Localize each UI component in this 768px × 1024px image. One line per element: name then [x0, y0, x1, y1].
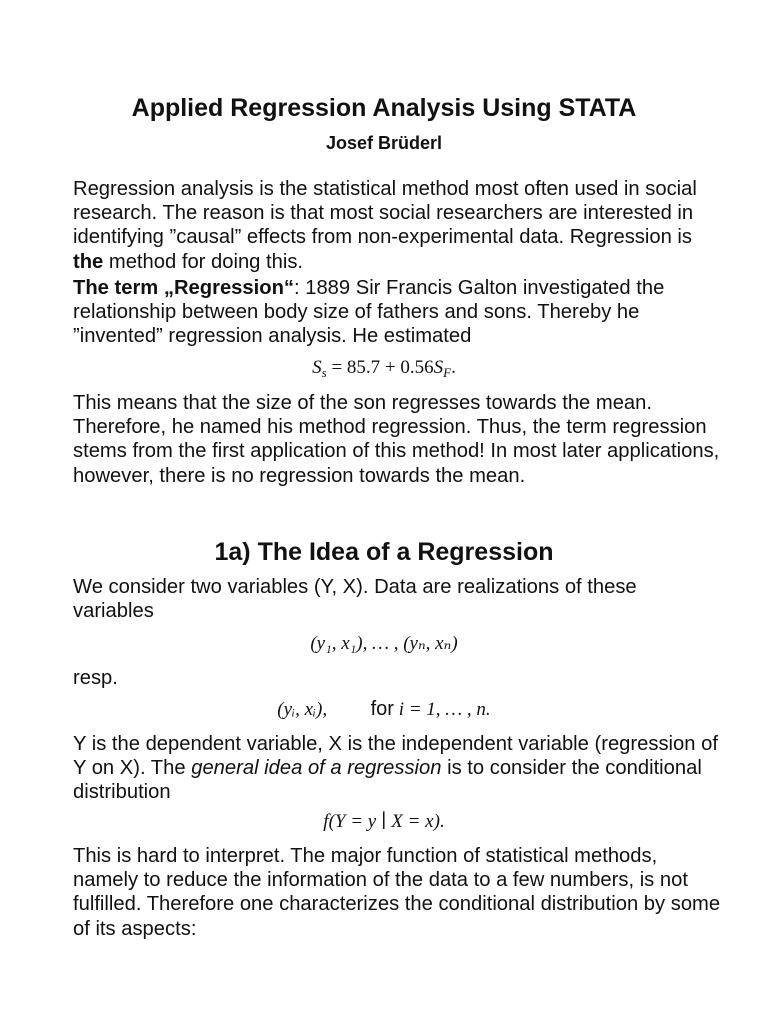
resp-text: resp. — [73, 667, 118, 689]
general-idea-italic: general idea of a regression — [191, 757, 442, 780]
conditional-equation-text: f(Y = y ∣ X = x). — [323, 811, 445, 832]
eq-period: . — [451, 357, 456, 378]
interpret-text: This is hard to interpret. The major function of statistical methods, namely to reduce the information of the data to a few numbers, is not fulfilled. Therefore one characterizes the conditional distribution by some of its aspects: — [73, 845, 721, 940]
index-pair: (yᵢ, xᵢ), — [277, 699, 328, 720]
dependent-text — [73, 732, 723, 805]
intro-bold-the: the — [73, 250, 104, 273]
intro-text-start: Regression analysis is the statistical method most often used in social research. The reason is that most social researchers are interested in identifying ”causal” effects from non-experimental data. Regression is — [73, 178, 697, 249]
variables-text: We consider two variables (Y, X). Data are realizations of these variables — [73, 576, 637, 623]
index-for-word: for — [370, 698, 394, 720]
mean-text: This means that the size of the son regresses towards the mean. Therefore, he named his method regression. Thus, the term regression stems from the first application of this method! In most later applications, however, there is no regression towards the mean. — [73, 392, 720, 487]
document-title: Applied Regression Analysis Using STATA — [131, 94, 637, 122]
intro-text — [73, 177, 723, 274]
dependent-text-start: Y is the dependent variable, X is the independent variable (regression of Y on X). The — [73, 733, 718, 780]
galton-paragraph — [73, 276, 723, 349]
eq-father-symbol: S — [433, 357, 444, 378]
data-equation-text: (y₁, x₁), … , (yₙ, xₙ) — [310, 633, 458, 654]
data-equation — [0, 632, 768, 656]
galton-text-body: : 1889 Sir Francis Galton investigated the relationship between body size of fathers and sons. Thereby he ”invented” regression analysis. He estimated — [73, 277, 665, 348]
index-equation — [0, 697, 768, 722]
section-heading: 1a) The Idea of a Regression — [214, 538, 554, 566]
dependent-text-end: is to consider the conditional distribution — [73, 757, 702, 804]
author-name: Josef Brüderl — [325, 133, 443, 153]
intro-paragraph — [73, 177, 723, 274]
eq-coefficients: = 85.7 + 0.56 — [326, 357, 434, 378]
index-range: i = 1, … , n. — [398, 699, 491, 720]
conditional-equation — [0, 810, 768, 834]
interpret-paragraph — [73, 844, 723, 941]
variables-paragraph — [73, 575, 723, 623]
galton-text — [73, 276, 723, 349]
eq-son-subscript: s — [321, 365, 327, 380]
eq-father-subscript: F — [443, 365, 452, 380]
mean-paragraph — [73, 391, 723, 488]
term-regression-label: The term „Regression“ — [73, 277, 294, 299]
galton-equation — [0, 356, 768, 385]
dependent-paragraph — [73, 732, 723, 805]
intro-text-end: method for doing this. — [103, 250, 304, 273]
eq-son-symbol: S — [312, 357, 322, 378]
resp-paragraph — [73, 666, 723, 690]
